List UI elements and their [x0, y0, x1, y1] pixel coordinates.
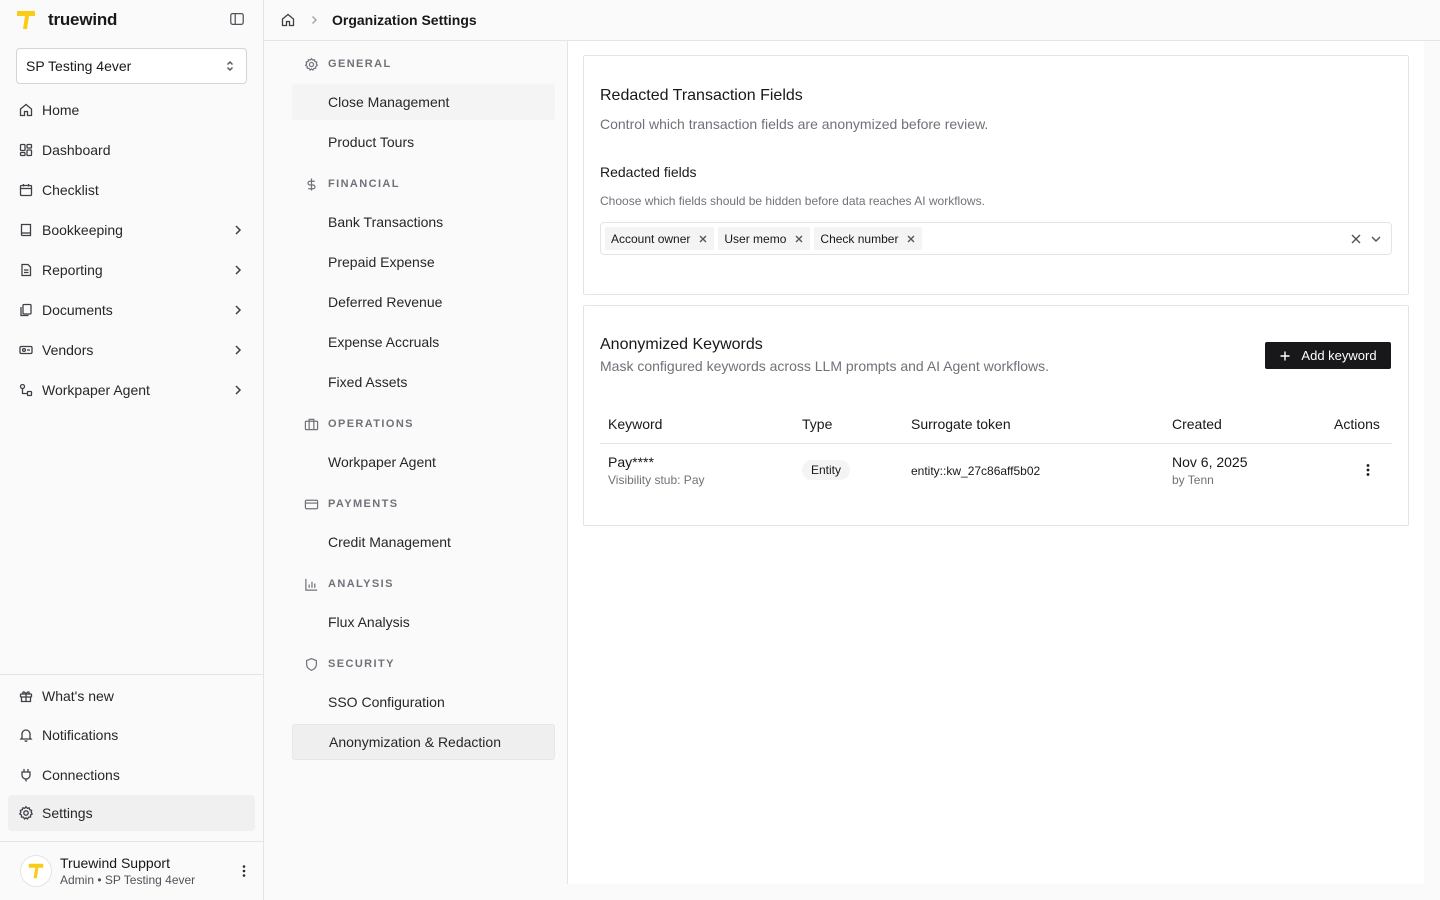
- plus-icon: [1279, 350, 1291, 362]
- nav-item-documents[interactable]: [8, 290, 255, 330]
- close-icon[interactable]: [698, 234, 708, 244]
- nav-item-vendors[interactable]: [8, 330, 255, 370]
- section-analysis: [304, 574, 394, 594]
- settings-item-fixed-assets[interactable]: Fixed Assets: [328, 374, 408, 390]
- section-label: GENERAL: [328, 58, 392, 70]
- book-icon: [18, 222, 34, 238]
- card-title: Anonymized Keywords: [600, 336, 763, 353]
- breadcrumb-current: Organization Settings: [332, 12, 477, 28]
- main-content: [568, 41, 1424, 884]
- column-token[interactable]: Surrogate token: [911, 416, 1011, 432]
- bar-chart-icon: [304, 577, 319, 592]
- field-label: Redacted fields: [600, 164, 697, 180]
- section-label: SECURITY: [328, 658, 395, 670]
- card-title: Redacted Transaction Fields: [600, 87, 803, 104]
- org-select-value: SP Testing 4ever: [26, 58, 132, 74]
- more-vertical-icon[interactable]: [1360, 462, 1376, 478]
- nav-item-reporting[interactable]: [8, 250, 255, 290]
- chevron-right-icon: [231, 343, 245, 357]
- close-icon[interactable]: [794, 234, 804, 244]
- gear-icon: [304, 57, 319, 72]
- token-cell: entity::kw_27c86aff5b02: [911, 464, 1041, 478]
- settings-item-sso-configuration[interactable]: SSO Configuration: [328, 694, 445, 710]
- org-select[interactable]: [16, 48, 247, 84]
- section-security: [304, 654, 395, 674]
- table-header: [600, 404, 1392, 444]
- nav-item-label: Dashboard: [42, 142, 111, 158]
- close-icon[interactable]: [906, 234, 916, 244]
- add-keyword-label: Add keyword: [1301, 348, 1377, 363]
- keyword-value: Pay****: [608, 454, 654, 470]
- nav-item-label: Bookkeeping: [42, 222, 123, 238]
- gear-icon: [18, 805, 34, 821]
- user-role: Admin • SP Testing 4ever: [60, 873, 196, 887]
- chevron-right-icon: [308, 14, 320, 26]
- chevron-right-icon: [231, 303, 245, 317]
- settings-item-prepaid-expense[interactable]: Prepaid Expense: [328, 254, 435, 270]
- chip-label: Check number: [820, 231, 899, 246]
- nav-item-settings[interactable]: [8, 795, 255, 831]
- nav-item-label: Settings: [42, 805, 93, 821]
- clear-icon[interactable]: [1349, 232, 1363, 246]
- user-card[interactable]: [20, 852, 252, 890]
- section-payments: [304, 494, 399, 514]
- table-row: [600, 444, 1392, 496]
- gift-icon: [18, 688, 34, 704]
- redacted-fields-card: [583, 55, 1409, 295]
- field-chip: [718, 227, 810, 250]
- truewind-logo-icon: [16, 9, 36, 31]
- nav-item-label: Notifications: [42, 727, 119, 743]
- user-name: Truewind Support: [60, 855, 170, 871]
- settings-item-close-management[interactable]: Close Management: [292, 84, 555, 120]
- keyword-stub: Visibility stub: Pay: [608, 473, 705, 487]
- field-help: Choose which fields should be hidden before data reaches AI workflows.: [600, 194, 985, 208]
- actions-cell: [1360, 462, 1376, 478]
- column-type[interactable]: Type: [802, 416, 833, 432]
- chevron-down-icon[interactable]: [1369, 232, 1383, 246]
- settings-item-deferred-revenue[interactable]: Deferred Revenue: [328, 294, 443, 310]
- nav-item-label: Documents: [42, 302, 113, 318]
- home-icon[interactable]: [280, 12, 296, 28]
- shield-icon: [304, 657, 319, 672]
- nav-item-connections[interactable]: [8, 755, 255, 795]
- nav-item-label: Connections: [42, 767, 120, 783]
- nav-item-bookkeeping[interactable]: [8, 210, 255, 250]
- header: [264, 0, 1440, 41]
- vendor-icon: [18, 342, 34, 358]
- chip-label: Account owner: [611, 231, 691, 246]
- chevron-right-icon: [231, 383, 245, 397]
- type-cell: [802, 460, 850, 480]
- section-financial: [304, 174, 400, 194]
- card-description: Control which transaction fields are anonymized before review.: [600, 116, 989, 132]
- nav-item-label: What's new: [42, 688, 114, 704]
- divider: [0, 841, 264, 842]
- section-label: ANALYSIS: [328, 578, 394, 590]
- calendar-check-icon: [18, 182, 34, 198]
- add-keyword-button[interactable]: [1265, 342, 1391, 369]
- chip-label: User memo: [724, 231, 787, 246]
- documents-icon: [18, 302, 34, 318]
- settings-item-credit-management[interactable]: Credit Management: [328, 534, 451, 550]
- brand[interactable]: [16, 8, 117, 32]
- more-vertical-icon[interactable]: [236, 863, 252, 879]
- nav-item-whats-new[interactable]: [8, 677, 255, 715]
- section-label: PAYMENTS: [328, 498, 399, 510]
- card-description: Mask configured keywords across LLM prompts and AI Agent workflows.: [600, 358, 1049, 374]
- settings-item-flux-analysis[interactable]: Flux Analysis: [328, 614, 410, 630]
- field-chip: [605, 227, 714, 250]
- truewind-logo-icon: [28, 862, 44, 880]
- anonymized-keywords-card: [583, 305, 1409, 526]
- type-badge: Entity: [802, 460, 850, 480]
- chevron-right-icon: [231, 223, 245, 237]
- bottom-nav: [8, 677, 255, 831]
- report-icon: [18, 262, 34, 278]
- section-operations: [304, 414, 414, 434]
- settings-item-anonymization[interactable]: Anonymization & Redaction: [292, 724, 555, 760]
- column-actions: Actions: [1334, 416, 1380, 432]
- nav-item-notifications[interactable]: [8, 715, 255, 755]
- divider: [0, 674, 264, 675]
- created-by: by Tenn: [1172, 473, 1214, 487]
- section-label: OPERATIONS: [328, 418, 414, 430]
- nav-item-workpaper-agent[interactable]: [8, 370, 255, 410]
- nav-item-label: Vendors: [42, 342, 94, 358]
- created-date: Nov 6, 2025: [1172, 454, 1248, 470]
- credit-card-icon: [304, 497, 319, 512]
- redacted-fields-select[interactable]: [600, 222, 1392, 255]
- user-info: [60, 855, 228, 887]
- sidebar: [0, 0, 264, 900]
- nav-item-label: Workpaper Agent: [42, 382, 150, 398]
- column-keyword[interactable]: Keyword: [608, 416, 663, 432]
- chevron-up-down-icon: [223, 59, 237, 73]
- section-label: FINANCIAL: [328, 178, 400, 190]
- created-cell: [1172, 454, 1248, 487]
- column-created[interactable]: Created: [1172, 416, 1222, 432]
- settings-item-bank-transactions[interactable]: Bank Transactions: [328, 214, 444, 230]
- nav-item-dashboard[interactable]: [8, 130, 255, 170]
- avatar: [20, 855, 52, 887]
- bell-icon: [18, 727, 34, 743]
- dashboard-icon: [18, 142, 34, 158]
- dollar-icon: [304, 177, 319, 192]
- settings-item-product-tours[interactable]: Product Tours: [328, 134, 415, 150]
- keyword-cell: [608, 454, 705, 487]
- sidebar-toggle-icon[interactable]: [229, 11, 247, 29]
- settings-item-expense-accruals[interactable]: Expense Accruals: [328, 334, 440, 350]
- settings-nav: [280, 41, 568, 884]
- plug-icon: [18, 767, 34, 783]
- nav-item-label: Reporting: [42, 262, 103, 278]
- chevron-right-icon: [231, 263, 245, 277]
- settings-item-workpaper-agent[interactable]: Workpaper Agent: [328, 454, 436, 470]
- nav-item-home[interactable]: [8, 90, 255, 130]
- home-icon: [18, 102, 34, 118]
- main-nav: [8, 90, 255, 410]
- nav-item-label: Checklist: [42, 182, 99, 198]
- section-general: [304, 54, 392, 74]
- building-icon: [304, 417, 319, 432]
- nav-item-label: Home: [42, 102, 80, 118]
- keywords-table: [600, 404, 1392, 496]
- field-chip: [814, 227, 922, 250]
- brand-name: truewind: [48, 10, 118, 29]
- workflow-icon: [18, 382, 34, 398]
- nav-item-checklist[interactable]: [8, 170, 255, 210]
